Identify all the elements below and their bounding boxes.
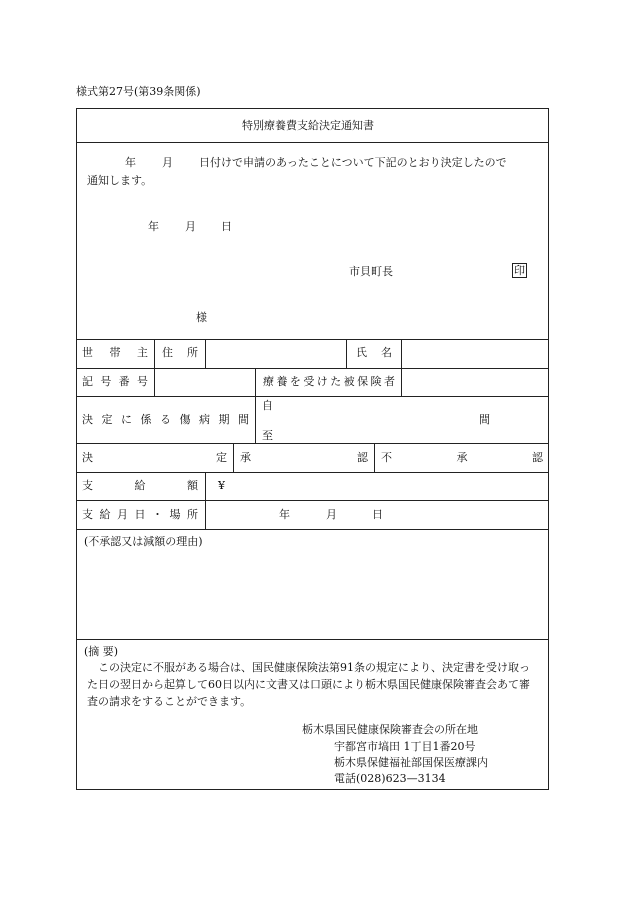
- rule-v-payment: [205, 500, 206, 529]
- issue-month: 月: [185, 220, 196, 233]
- label-char: 傷: [179, 413, 191, 426]
- rule-v-name-right: [401, 339, 402, 368]
- symbol-number-label: [82, 376, 148, 387]
- period-from: 自: [262, 399, 273, 412]
- label-char: 名: [381, 346, 392, 359]
- insured-person-label: [263, 376, 395, 387]
- reason-label: (不承認又は減額の理由): [84, 535, 203, 548]
- label-char: 支: [82, 479, 93, 492]
- name-label: [356, 347, 392, 358]
- label-char: 被: [343, 375, 355, 388]
- label-char: 支: [82, 508, 93, 521]
- rule-notice-bottom: [76, 339, 549, 340]
- rule-v-decision: [233, 443, 234, 472]
- review-office-address: 宇都宮市塙田 1丁目1番20号: [334, 740, 476, 753]
- rule-reason-bottom: [76, 639, 549, 640]
- label-char: 場: [169, 508, 181, 521]
- rule-v-period: [255, 396, 256, 443]
- label-char: 帯: [109, 346, 121, 359]
- rule-v-address: [205, 339, 206, 368]
- label-char: 給: [99, 508, 111, 521]
- label-char: 給: [134, 479, 146, 492]
- payment-day: 日: [372, 508, 383, 521]
- label-char: 決: [82, 451, 93, 464]
- notice-line1: 日付けで申請のあったことについて下記のとおり決定したので: [199, 156, 507, 169]
- decision-label: [82, 452, 227, 463]
- label-char: 日: [134, 508, 146, 521]
- label-char: 額: [187, 479, 198, 492]
- label-char: 定: [101, 413, 113, 426]
- notice-date-month: 月: [162, 156, 173, 169]
- label-char: た: [330, 375, 342, 388]
- label-char: 主: [137, 346, 148, 359]
- householder-label: [82, 347, 148, 358]
- label-char: を: [289, 375, 301, 388]
- rule-v-name-left: [346, 339, 347, 368]
- rule-v-amount: [205, 472, 206, 500]
- label-char: 保: [357, 375, 369, 388]
- review-office-title: 栃木県国民健康保険審査会の所在地: [302, 723, 478, 736]
- label-char: 承: [456, 451, 468, 464]
- rule-v-householder: [154, 339, 155, 368]
- label-char: け: [316, 375, 328, 388]
- period-suffix: 間: [479, 413, 490, 426]
- review-office-phone: 電話(028)623—3134: [334, 772, 446, 785]
- approve-option: [240, 452, 368, 463]
- label-char: 険: [370, 375, 382, 388]
- label-char: る: [160, 413, 171, 426]
- payment-month: 月: [326, 508, 337, 521]
- notice-date-year: 年: [125, 156, 136, 169]
- issue-year: 年: [148, 220, 159, 233]
- disapprove-option: [381, 452, 543, 463]
- label-char: 受: [303, 375, 315, 388]
- rule-row2-bottom: [76, 396, 549, 397]
- label-char: ・: [152, 508, 163, 521]
- rule-row5-bottom: [76, 500, 549, 501]
- remarks-text: この決定に不服がある場合は、国民健康保険法第91条の規定により、決定書を受け取った日の翌日から起算して60日以内に文書又は口頭により栃木県国民健康保険審査会あて審査の請求をすることができます。: [87, 661, 530, 708]
- remarks-heading: (摘 要): [84, 645, 119, 658]
- label-char: 認: [357, 451, 368, 464]
- rule-row3-bottom: [76, 443, 549, 444]
- label-char: 月: [117, 508, 128, 521]
- label-char: 定: [216, 451, 227, 464]
- label-char: 番: [118, 375, 130, 388]
- label-char: 住: [162, 346, 173, 359]
- label-char: 世: [82, 346, 93, 359]
- label-char: 氏: [356, 346, 367, 359]
- form-title: 特別療養費支給決定通知書: [242, 119, 374, 132]
- label-char: 療: [263, 375, 274, 388]
- label-char: 記: [82, 375, 93, 388]
- label-char: 病: [199, 413, 210, 426]
- label-char: 係: [140, 413, 152, 426]
- address-label: [162, 347, 198, 358]
- period-to: 至: [262, 429, 273, 442]
- rule-v-insured-left: [255, 368, 256, 396]
- payment-year: 年: [279, 508, 290, 521]
- rule-row6-bottom: [76, 529, 549, 530]
- form-number-label: 様式第27号(第39条関係): [76, 85, 201, 98]
- rule-v-approve: [374, 443, 375, 472]
- rule-title-bottom: [76, 142, 549, 143]
- review-office-dept: 栃木県保健福祉部国保医療課内: [334, 756, 488, 769]
- label-char: 間: [238, 413, 249, 426]
- rule-row4-bottom: [76, 472, 549, 473]
- payment-date-place-label: [82, 509, 198, 520]
- label-char: 決: [82, 413, 93, 426]
- rule-v-symbol: [154, 368, 155, 396]
- label-char: に: [121, 413, 132, 426]
- notice-line2: 通知します。: [87, 174, 153, 187]
- illness-period-label: [82, 414, 249, 425]
- payment-amount-label: [82, 480, 198, 491]
- seal-mark: 印: [514, 264, 525, 277]
- label-char: 認: [532, 451, 543, 464]
- label-char: 号: [100, 375, 112, 388]
- yen-sign: ¥: [218, 479, 225, 492]
- addressee-suffix: 様: [196, 311, 207, 324]
- rule-row1-bottom: [76, 368, 549, 369]
- rule-v-insured-right: [401, 368, 402, 396]
- label-char: 期: [218, 413, 230, 426]
- label-char: 所: [187, 508, 198, 521]
- label-char: 者: [383, 375, 395, 388]
- label-char: 不: [381, 451, 392, 464]
- label-char: 承: [240, 451, 251, 464]
- issuer-name: 市貝町長: [349, 265, 393, 278]
- label-char: 号: [136, 375, 148, 388]
- label-char: 養: [276, 375, 288, 388]
- label-char: 所: [187, 346, 198, 359]
- issue-day: 日: [221, 220, 232, 233]
